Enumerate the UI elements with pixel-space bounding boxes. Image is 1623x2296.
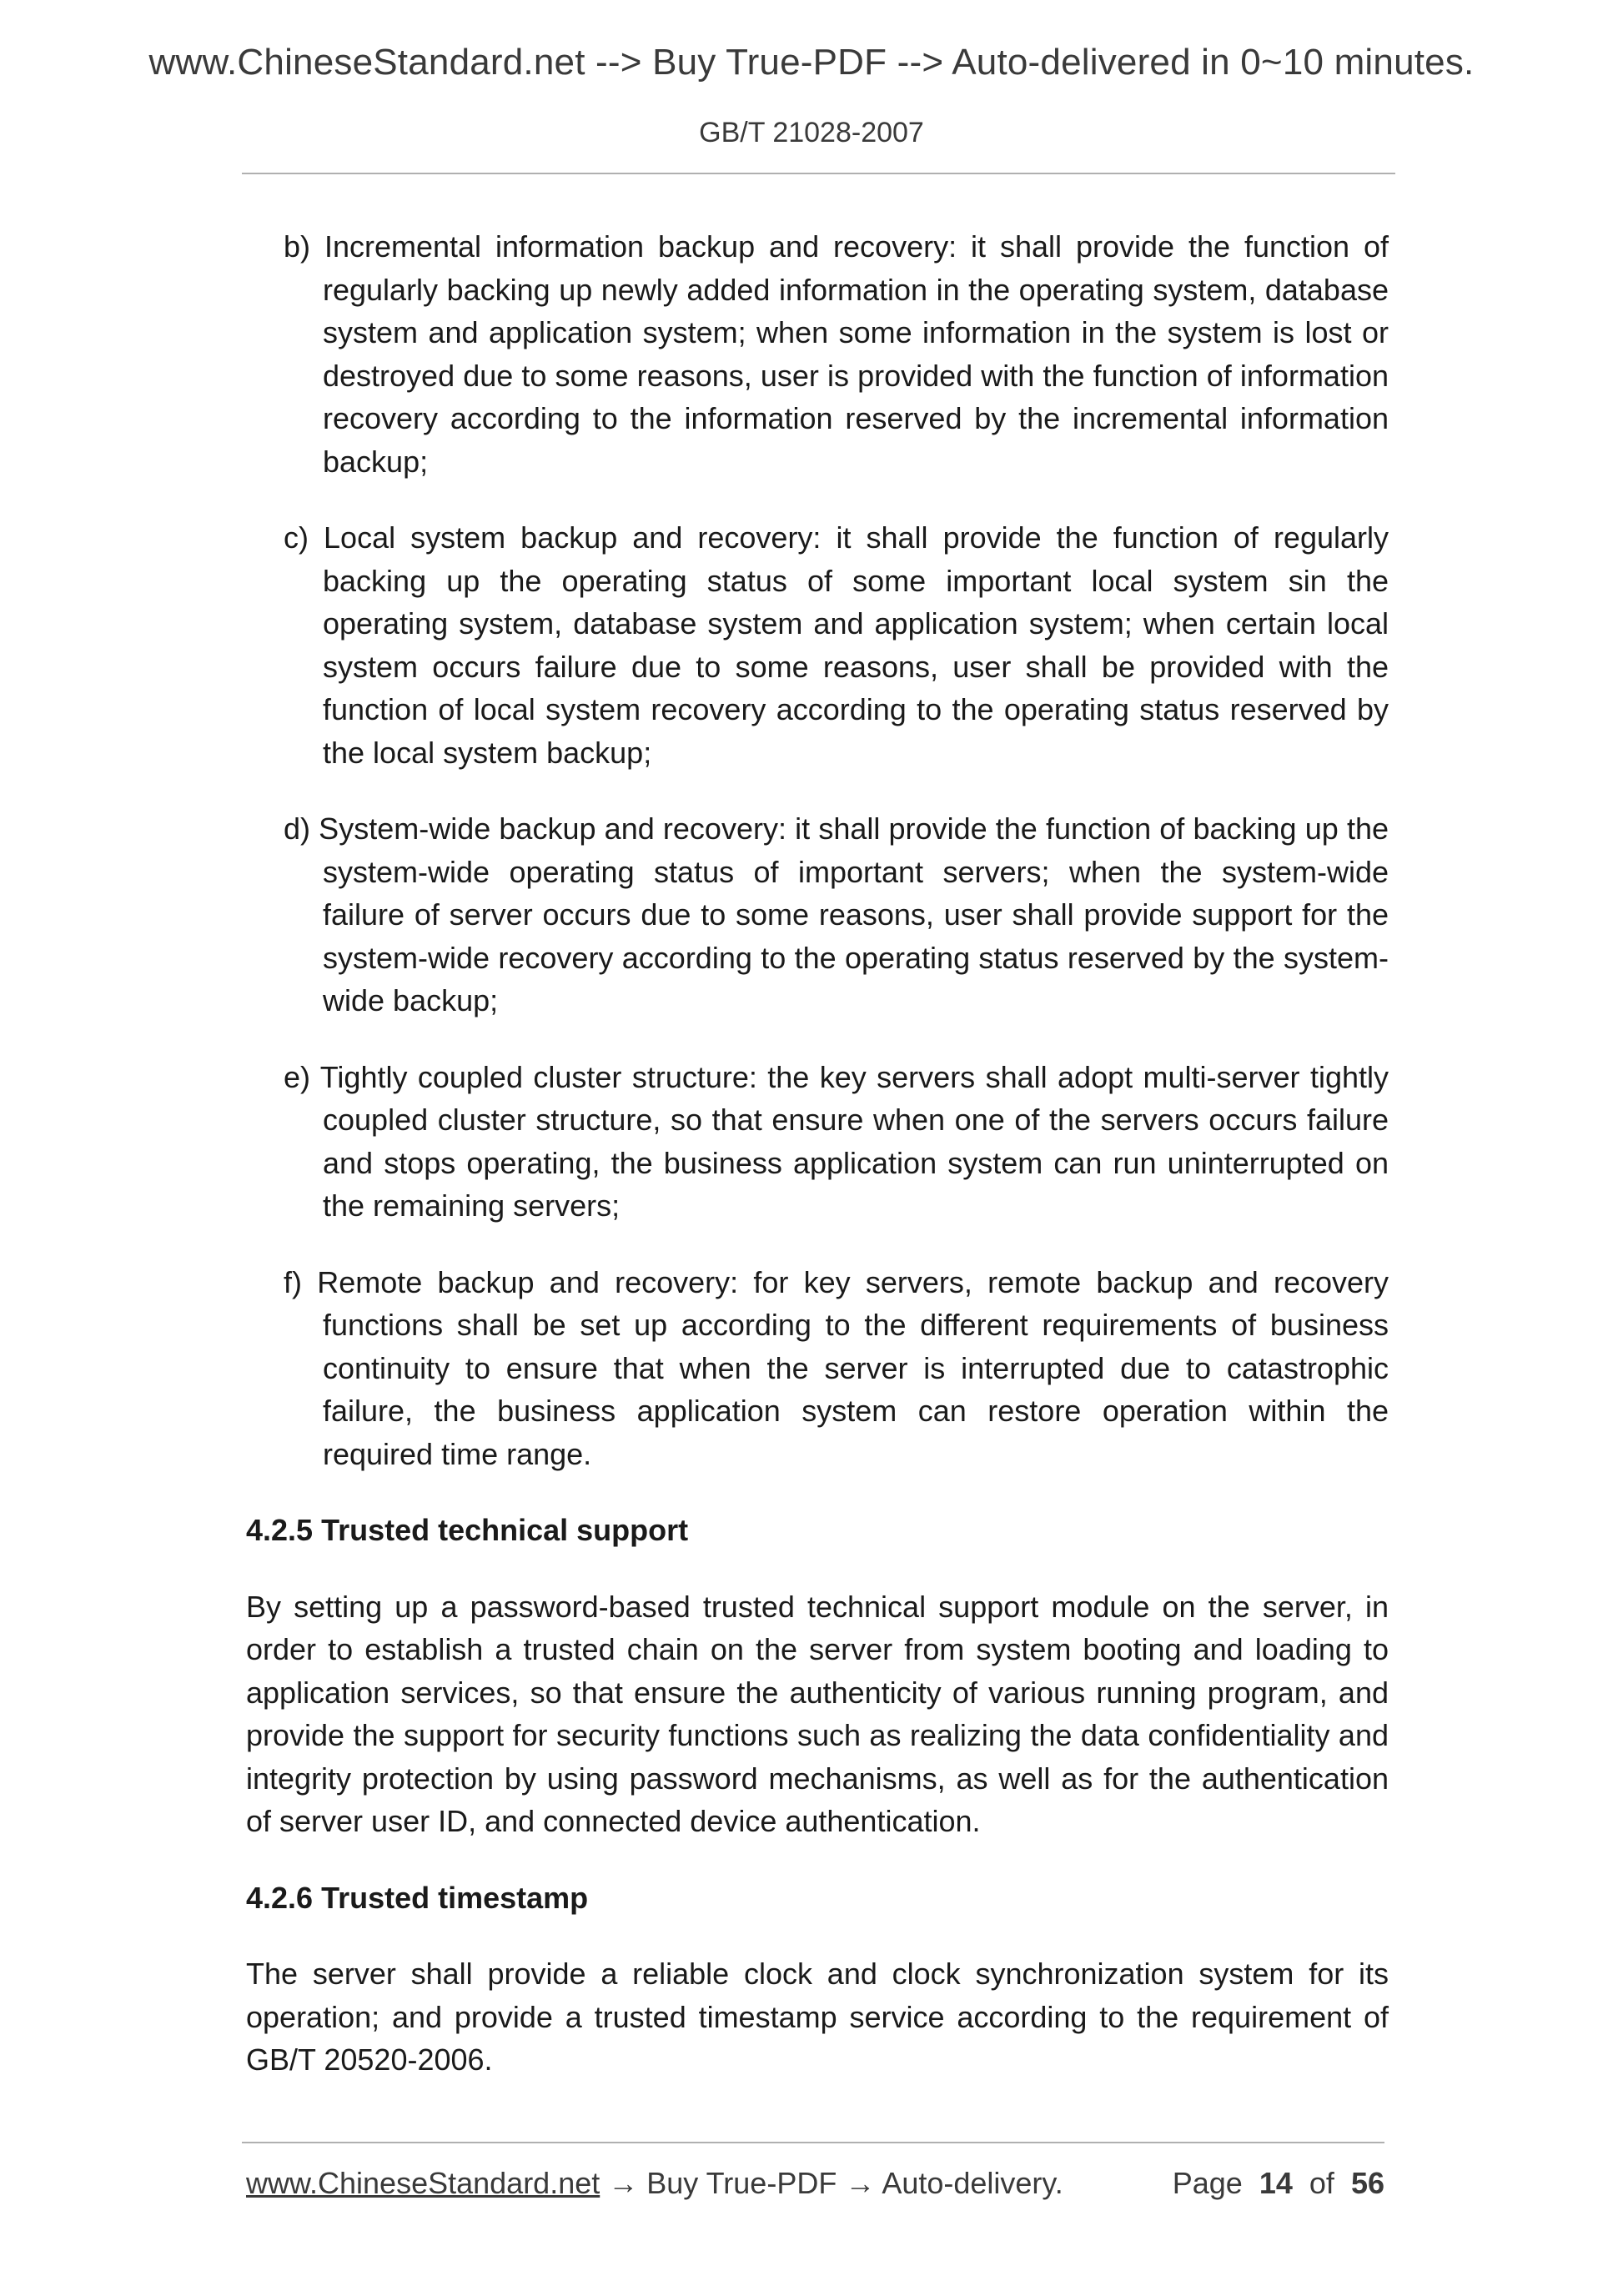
page-number: 14	[1259, 2166, 1293, 2200]
footer-site-link[interactable]: www.ChineseStandard.net	[246, 2166, 600, 2200]
list-item-b: b) Incremental information backup and recovery: it shall provide the function of regularly backing up newly added information in the operating system, database system and application system; when some information in the system is lost or destroyed due to some reasons, user is provided with the function of information recovery according to the information reserved by the incremental information backup;	[284, 229, 1389, 479]
page-content	[246, 225, 1389, 2115]
of-label: of	[1309, 2166, 1334, 2200]
section-paragraph-4-2-6: The server shall provide a reliable clock and clock synchronization system for its operation; and provide a trusted timestamp service according to the requirement of GB/T 20520-2006.	[246, 1957, 1389, 2077]
footer-divider	[242, 2142, 1384, 2143]
header-divider	[242, 173, 1395, 174]
top-banner: www.ChineseStandard.net --> Buy True-PDF --> Auto-delivered in 0~10 minutes.	[148, 42, 1475, 83]
list-item-f: f) Remote backup and recovery: for key servers, remote backup and recovery functions shall be set up according to the different requirements of business continuity to ensure that when the server is interrupted due to catastrophic failure, the business application system can restore operation within the required time range.	[284, 1264, 1389, 1471]
page-footer	[246, 2166, 1384, 2201]
total-pages: 56	[1350, 2166, 1384, 2200]
list-item-e: e) Tightly coupled cluster structure: the key servers shall adopt multi-server tightly coupled cluster structure, so that ensure when one of the servers occurs failure and stops operating, the business application system can run uninterrupted on the remaining servers;	[284, 1059, 1389, 1223]
page-indicator	[1173, 2166, 1384, 2201]
page-label: Page	[1172, 2166, 1243, 2200]
section-paragraph-4-2-5: By setting up a password-based trusted technical support module on the server, in order to establish a trusted chain on the server from system booting and loading to application services, so that ensure the authenticity of various running program, and provide the support for security functions such as realizing the data confidentiality and integrity protection by using password mechanisms, as well as for the authentication of server user ID, and connected device authentication.	[246, 1589, 1389, 1838]
section-heading-4-2-5: 4.2.5 Trusted technical support	[246, 1513, 689, 1547]
section-heading-4-2-6: 4.2.6 Trusted timestamp	[246, 1880, 589, 1915]
list-item-c: c) Local system backup and recovery: it shall provide the function of regularly backing up the operating status of some important local system sin the operating system, database system and application system; when certain local system occurs failure due to some reasons, user shall be provided with the function of local system recovery according to the operating status reserved by the local system backup;	[284, 520, 1389, 770]
footer-tagline: → Buy True-PDF → Auto-delivery.	[600, 2166, 1063, 2200]
document-code: GB/T 21028-2007	[699, 117, 924, 148]
footer-left	[246, 2166, 1063, 2201]
list-item-d: d) System-wide backup and recovery: it shall provide the function of backing up the system-wide operating status of important servers; when the system-wide failure of server occurs due to some reasons, user shall provide support for the system-wide recovery according to the operating status reserved by the system-wide backup;	[284, 811, 1389, 1017]
